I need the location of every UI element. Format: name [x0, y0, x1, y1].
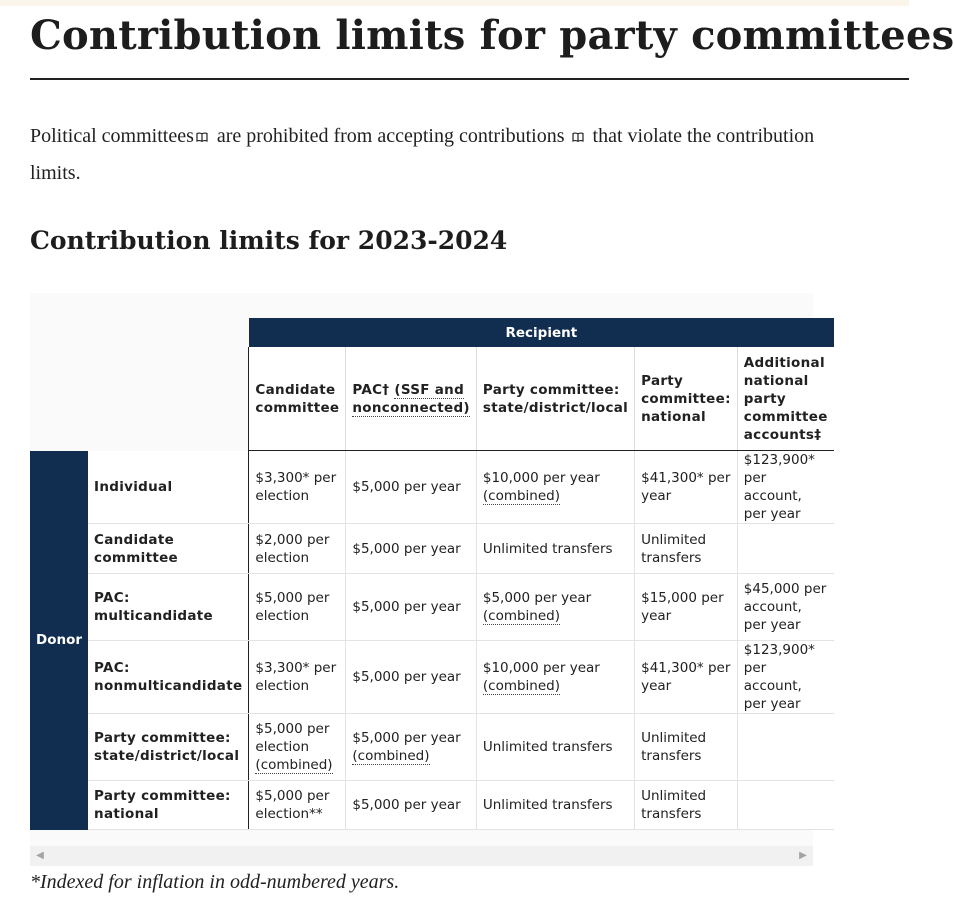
caret-right-icon[interactable]: ▶: [799, 850, 807, 861]
recipient-header: Recipient: [249, 318, 834, 347]
caret-left-icon[interactable]: ◀: [36, 850, 44, 861]
intro-text-1: are prohibited from accepting contributions: [216, 125, 565, 147]
table-cell: [346, 714, 477, 781]
intro-text-2: that violate the contribution limits.: [30, 125, 815, 184]
limits-table-scroll-region[interactable]: [30, 293, 828, 865]
table-row: [30, 574, 834, 641]
table-cell: $15,000 per year: [635, 574, 738, 641]
table-cell: $5,000 per year: [346, 574, 477, 641]
table-row: [30, 524, 834, 574]
table-cell: $45,000 per account, per year: [737, 574, 833, 641]
table-cell: Unlimited transfers: [635, 714, 738, 781]
inflation-footnote: *Indexed for inflation in odd-numbered years.: [30, 871, 400, 893]
row-header: PAC: nonmulticandidate: [88, 641, 249, 714]
table-cell: $3,300* per election: [249, 641, 346, 714]
table-corner-lower: [30, 347, 249, 451]
table-cell: $5,000 per year: [346, 524, 477, 574]
glossary-term-ssf-nonconnected[interactable]: (SSF and nonconnected): [352, 381, 470, 416]
table-row: [30, 714, 834, 781]
table-cell: $123,900* per account, per year: [737, 641, 833, 714]
combined-note[interactable]: (combined): [482, 678, 560, 694]
col-header-additional-accounts: Additional national party committee accounts‡: [737, 347, 833, 451]
table-cell: Unlimited transfers: [476, 781, 634, 830]
col-header-party-national: Party committee: national: [635, 347, 738, 451]
row-header: Individual: [88, 451, 249, 524]
table-cell: [737, 781, 833, 830]
combined-note[interactable]: (combined): [352, 748, 430, 764]
donor-header: Donor: [30, 451, 88, 830]
table-cell: Unlimited transfers: [635, 524, 738, 574]
cell-value: $10,000 per year: [482, 470, 600, 486]
horizontal-scrollbar[interactable]: [30, 846, 813, 866]
cell-value: $5,000 per election: [255, 721, 330, 755]
row-header: PAC: multicandidate: [88, 574, 249, 641]
table-cell: [476, 641, 634, 714]
table-row: [30, 641, 834, 714]
table-row: [30, 781, 834, 830]
combined-note[interactable]: (combined): [482, 488, 560, 504]
table-cell: $3,300* per election: [249, 451, 346, 524]
title-divider: [30, 78, 909, 80]
table-cell: $41,300* per year: [635, 451, 738, 524]
table-cell: $5,000 per year: [346, 641, 477, 714]
table-cell: Unlimited transfers: [476, 524, 634, 574]
row-header: Party committee: state/district/local: [88, 714, 249, 781]
glossary-link-political-committees[interactable]: [30, 125, 212, 147]
cell-value: $5,000 per year: [482, 590, 592, 606]
cell-value: $5,000 per year: [352, 730, 461, 746]
col-header-pac-label: PAC†: [352, 381, 390, 398]
page-title: Contribution limits for party committees: [30, 12, 954, 59]
table-cell: $5,000 per election: [249, 574, 346, 641]
table-corner: [30, 318, 249, 347]
top-bar: [0, 0, 909, 6]
glossary-link-contributions[interactable]: [570, 125, 588, 147]
table-cell: $41,300* per year: [635, 641, 738, 714]
table-cell: [476, 574, 634, 641]
col-header-candidate-committee: Candidate committee: [249, 347, 346, 451]
cell-value: $10,000 per year: [482, 660, 600, 676]
table-cell: $123,900* per account, per year: [737, 451, 833, 524]
row-header: Candidate committee: [88, 524, 249, 574]
combined-note[interactable]: (combined): [255, 757, 333, 773]
book-icon[interactable]: [196, 119, 208, 155]
table-cell: $5,000 per year: [346, 451, 477, 524]
glossary-term-political-committees[interactable]: Political committees: [30, 125, 194, 147]
combined-note[interactable]: (combined): [482, 608, 560, 624]
table-row: [30, 451, 834, 524]
table-cell: Unlimited transfers: [635, 781, 738, 830]
table-cell: $5,000 per year: [346, 781, 477, 830]
table-cell: [249, 714, 346, 781]
intro-paragraph: [30, 118, 850, 191]
col-header-party-state: Party committee: state/district/local: [476, 347, 634, 451]
contribution-limits-table: [30, 318, 834, 830]
table-cell: $5,000 per election**: [249, 781, 346, 830]
table-cell: Unlimited transfers: [476, 714, 634, 781]
section-heading: Contribution limits for 2023-2024: [30, 226, 508, 255]
book-icon[interactable]: [572, 119, 584, 155]
col-header-pac: [346, 347, 477, 451]
row-header: Party committee: national: [88, 781, 249, 830]
table-cell: [737, 714, 833, 781]
table-cell: [737, 524, 833, 574]
table-cell: $2,000 per election: [249, 524, 346, 574]
table-cell: [476, 451, 634, 524]
